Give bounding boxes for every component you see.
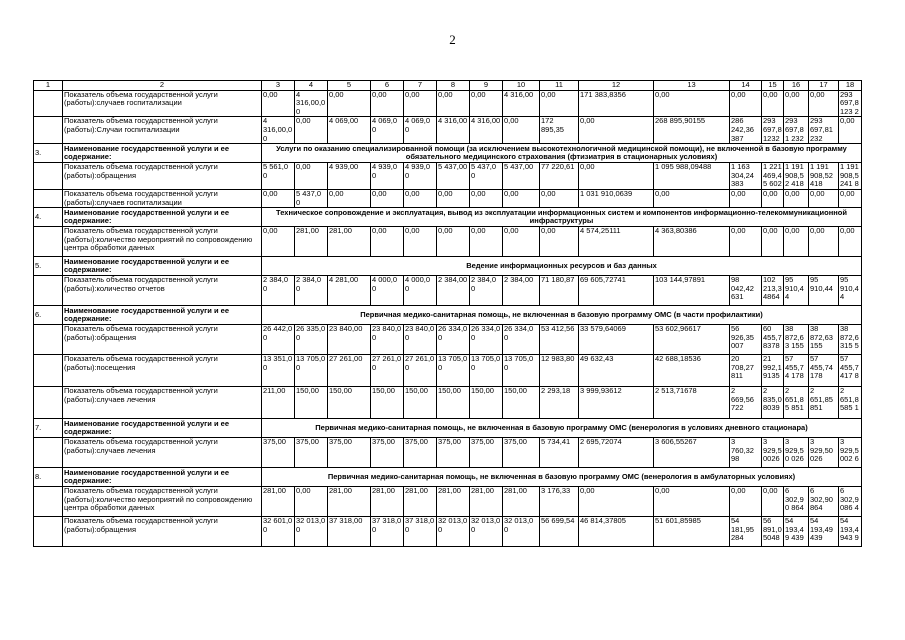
section-row [34,419,862,438]
column-number: 15 [762,81,784,91]
value-cell: 2 651,8585 1 [839,387,862,419]
indicator-name: Показатель объема государственной услуги (работы):случаев лечения [63,438,262,468]
value-cell: 32 013,0 0 [295,517,328,547]
indicator-name: Показатель объема государственной услуги (работы):посещения [63,355,262,387]
value-cell: 2 384,0 0 [262,276,295,306]
table-row [34,325,862,355]
row-number-cell [34,325,63,355]
page-number: 2 [449,32,456,47]
value-cell: 0,00 [404,227,437,257]
value-cell: 0,00 [470,189,503,207]
value-cell: 4 574,25111 [579,227,654,257]
value-cell: 0,00 [762,227,784,257]
table-row [34,355,862,387]
value-cell: 32 013,0 0 [470,517,503,547]
value-cell: 375,00 [262,438,295,468]
value-cell: 1 191 908,52 418 [809,163,839,190]
value-cell: 0,00 [730,487,762,517]
column-number: 3 [262,81,295,91]
value-cell: 0,00 [762,189,784,207]
value-cell: 54 181,95 284 [730,517,762,547]
value-cell: 0,00 [503,227,540,257]
value-cell: 4 000,0 0 [371,276,404,306]
value-cell: 0,00 [654,487,730,517]
value-cell: 0,00 [654,189,730,207]
value-cell: 2 651,85 851 [784,387,809,419]
value-cell: 0,00 [579,117,654,144]
value-cell: 37 318,00 [328,517,371,547]
value-cell: 150,00 [503,387,540,419]
column-number: 2 [63,81,262,91]
value-cell: 12 983,80 [540,355,579,387]
table-row [34,117,862,144]
value-cell: 281,00 [371,487,404,517]
value-cell: 150,00 [295,387,328,419]
table-row [34,487,862,517]
value-cell: 3 929,5002 6 [839,438,862,468]
value-cell: 4 000,0 0 [404,276,437,306]
indicator-name: Показатель объема государственной услуги (работы):обращения [63,325,262,355]
row-number-cell [34,487,63,517]
report-table [33,80,862,547]
value-cell: 293 697,8 1232 [763,116,782,143]
value-cell: 0,00 [470,227,503,257]
value-cell: 0,00 [262,189,295,207]
table-row [34,227,862,257]
value-cell: 281,00 [328,227,371,257]
value-cell: 38 872,6315 5 [839,325,862,355]
row-number-cell [34,163,63,190]
value-cell: 150,00 [470,387,503,419]
value-cell: 57 455,74 178 [784,355,809,387]
value-cell: 56 926,35 007 [730,325,762,355]
indicator-name: Показатель объема государственной услуги (работы):количество мероприятий по сопровождению центра обработки данных [63,227,262,257]
value-cell: 0,00 [839,189,862,207]
value-cell: 71 180,87 [540,276,579,306]
value-cell: 4 281,00 [328,276,371,306]
row-number-cell [34,517,63,547]
value-cell: 13 705,0 0 [470,355,503,387]
value-cell: 0,00 [503,189,540,207]
value-cell: 60 455,7 8378 [762,325,784,355]
value-cell: 0,00 [579,487,654,517]
value-cell: 281,00 [470,487,503,517]
column-number: 7 [404,81,437,91]
column-number: 5 [328,81,371,91]
row-number-cell [34,90,63,117]
section-title: Услуги по оказанию специализированной помощи (за исключением высокотехнологичной медицинской помощи), не включенной в базовую программу обязательного медицинского страхования (фтизиатрия в стационарных условиях) [262,144,862,163]
table-row [34,189,862,207]
value-cell: 375,00 [404,438,437,468]
value-cell: 293 697,81 232 [809,117,839,144]
value-cell: 4 316,00 [437,117,470,144]
value-cell: 0,00 [809,227,839,257]
row-number-cell [34,387,63,419]
table-row [34,163,862,190]
value-cell: 27 261,0 0 [371,355,404,387]
value-cell: 32 601,0 0 [262,517,295,547]
column-number: 18 [839,81,862,91]
value-cell: 26 335,0 0 [295,325,328,355]
value-cell: 54 193,49 439 [809,517,839,547]
value-cell: 51 601,85985 [654,517,730,547]
value-cell: 13 705,0 0 [295,355,328,387]
row-number-cell [34,189,63,207]
value-cell: 2 384,0 0 [470,276,503,306]
value-cell: 1 163 304,24 383 [730,163,762,190]
value-cell: 32 013,0 0 [503,517,540,547]
value-cell: 0,00 [437,189,470,207]
value-cell: 2 695,72074 [579,438,654,468]
row-number-cell [34,276,63,306]
value-cell: 26 442,0 0 [262,325,295,355]
value-cell: 375,00 [371,438,404,468]
value-cell: 0,00 [730,189,762,207]
value-cell: 26 334,0 0 [437,325,470,355]
row-number-cell [34,438,63,468]
column-number: 14 [730,81,762,91]
value-cell: 375,00 [470,438,503,468]
value-cell: 2 669,56 722 [730,387,762,419]
row-number-cell [34,227,63,257]
value-cell: 0,00 [654,90,730,117]
value-cell: 6 302,90 864 [784,487,809,517]
value-cell: 2 513,71678 [654,387,730,419]
column-number: 16 [784,81,809,91]
value-cell: 33 579,64069 [579,325,654,355]
table-row [34,276,862,306]
section-label: Наименование государственной услуги и ее содержание: [63,208,262,227]
value-cell: 42 688,18536 [654,355,730,387]
value-cell: 0,00 [437,90,470,117]
value-cell: 0,00 [730,90,762,117]
value-cell: 5 437,0 0 [295,189,328,207]
value-cell: 4 316,00 [503,90,540,117]
value-cell: 2 835,0 8039 [762,387,784,419]
value-cell: 13 705,0 0 [437,355,470,387]
indicator-name: Показатель объема государственной услуги (работы):случаев госпитализации [63,189,262,207]
value-cell: 0,00 [540,90,579,117]
value-cell: 172 895,35 [540,117,579,144]
value-cell: 32 013,0 0 [437,517,470,547]
value-cell: 57 455,74 178 [809,355,839,387]
value-cell: 3 929,50 026 [809,438,839,468]
value-cell: 286 242,36 387 [730,117,762,144]
column-number: 8 [437,81,470,91]
value-cell: 13 351,0 0 [262,355,295,387]
value-cell: 0,00 [371,189,404,207]
value-cell: 0,00 [503,117,540,144]
column-number: 10 [503,81,540,91]
value-cell: 2 293,18 [540,387,579,419]
value-cell: 23 840,0 0 [404,325,437,355]
value-cell: 4 069,00 [328,117,371,144]
indicator-name: Показатель объема государственной услуги (работы):случаев лечения [63,387,262,419]
value-cell: 150,00 [404,387,437,419]
value-cell: 6 302,90 864 [809,487,839,517]
value-cell: 150,00 [437,387,470,419]
table-row [34,387,862,419]
section-number: 7. [34,419,63,438]
section-title: Первичная медико-санитарная помощь, не включенная в базовую программу ОМС (в части профилактики) [262,306,862,325]
value-cell: 4 316,00,00 [262,117,295,144]
value-cell: 4 069,0 0 [404,117,437,144]
value-cell: 0,00 [404,189,437,207]
value-cell: 37 318,0 0 [404,517,437,547]
value-cell: 211,00 [262,387,295,419]
value-cell: 5 437,00 [437,163,470,190]
value-cell: 46 814,37805 [579,517,654,547]
value-cell: 0,00 [295,163,328,190]
value-cell: 69 605,72741 [579,276,654,306]
value-cell: 4 316,00,00 [295,90,328,117]
column-number: 1 [34,81,63,91]
value-cell: 2 651,85 851 [809,387,839,419]
value-cell: 1 031 910,0639 [579,189,654,207]
section-label: Наименование государственной услуги и ее содержание: [63,468,262,487]
section-row [34,144,862,163]
section-title: Первичная медико-санитарная помощь, не включенная в базовую программу ОМС (венерология в амбулаторных условиях) [262,468,862,487]
column-number: 11 [540,81,579,91]
value-cell: 0,00 [404,90,437,117]
indicator-name: Показатель объема государственной услуги (работы):количество отчетов [63,276,262,306]
table-row [34,438,862,468]
value-cell: 1 095 988,09488 [654,163,730,190]
value-cell: 77 220,61 [540,163,579,190]
value-cell: 98 042,42 631 [730,276,762,306]
section-row [34,208,862,227]
column-number: 6 [371,81,404,91]
value-cell: 0,00 [262,227,295,257]
section-number: 4. [34,208,63,227]
section-label: Наименование государственной услуги и ее содержание: [63,144,262,163]
column-number: 13 [654,81,730,91]
value-cell: 3 999,93612 [579,387,654,419]
indicator-name: Показатель объема государственной услуги (работы):обращения [63,517,262,547]
value-cell: 0,00 [328,90,371,117]
value-cell: 0,00 [730,227,762,257]
value-cell: 281,00 [503,487,540,517]
value-cell: 0,00 [295,117,328,144]
value-cell: 27 261,0 0 [404,355,437,387]
indicator-name: Показатель объема государственной услуги (работы):количество мероприятий по сопровождению центра обработки данных [63,487,262,517]
value-cell: 57 455,7417 8 [839,355,862,387]
value-cell: 27 261,00 [328,355,371,387]
value-cell: 375,00 [437,438,470,468]
section-title: Первичная медико-санитарная помощь, не включенная в базовую программу ОМС (венерология в условиях дневного стационара) [262,419,862,438]
section-label: Наименование государственной услуги и ее содержание: [63,306,262,325]
value-cell: 20 708,27 811 [730,355,762,387]
value-cell: 293 697,81 232 [784,117,809,144]
section-number: 3. [34,144,63,163]
value-cell: 102 213,3 4864 [762,276,784,306]
value-cell: 281,00 [328,487,371,517]
value-cell: 5 437,00 [503,163,540,190]
value-cell: 375,00 [295,438,328,468]
value-cell: 5 437,0 0 [470,163,503,190]
section-number: 6. [34,306,63,325]
value-cell: 23 840,0 0 [371,325,404,355]
value-cell: 103 144,97891 [654,276,730,306]
value-cell: 54 193,4943 9 [839,517,862,547]
value-cell: 0,00 [540,189,579,207]
value-cell: 0,00 [839,117,862,144]
column-number: 17 [809,81,839,91]
value-cell: 4 939,00 [328,163,371,190]
value-cell: 293 697,8123 2 [839,90,862,117]
section-row [34,306,862,325]
value-cell: 54 193,49 439 [784,517,809,547]
value-cell: 95 910,44 [784,276,809,306]
section-number: 5. [34,257,63,276]
value-cell: 0,00 [470,90,503,117]
value-cell: 0,00 [839,227,862,257]
section-title: Техническое сопровождение и эксплуатация, вывод из эксплуатации информационных систем и компонентов информационно-телекоммуникационной инфраструктуры [262,208,862,227]
value-cell: 0,00 [762,90,784,117]
table-row [34,90,862,117]
value-cell: 0,00 [784,90,809,117]
value-cell: 23 840,00 [328,325,371,355]
value-cell: 375,00 [328,438,371,468]
indicator-name: Показатель объема государственной услуги (работы):Случаи госпитализации [63,117,262,144]
value-cell: 0,00 [295,487,328,517]
column-number: 9 [470,81,503,91]
value-cell: 150,00 [371,387,404,419]
table-row [34,517,862,547]
value-cell: 49 632,43 [579,355,654,387]
value-cell: 37 318,0 0 [371,517,404,547]
value-cell: 2 384,00 [437,276,470,306]
value-cell: 4 069,0 0 [371,117,404,144]
section-number: 8. [34,468,63,487]
value-cell: 0,00 [262,90,295,117]
value-cell: 281,00 [262,487,295,517]
indicator-name: Показатель объема государственной услуги (работы):обращения [63,163,262,190]
value-cell: 21 992,1 9135 [762,355,784,387]
value-cell: 5 734,41 [540,438,579,468]
value-cell: 268 895,90155 [654,117,730,144]
value-cell: 0,00 [784,189,809,207]
value-cell: 4 939,0 0 [404,163,437,190]
value-cell: 281,00 [295,227,328,257]
value-cell: 0,00 [809,189,839,207]
value-cell: 56 699,54 [540,517,579,547]
value-cell: 150,00 [328,387,371,419]
value-cell: 5 561,0 0 [262,163,295,190]
section-row [34,468,862,487]
value-cell: 3 929,5 0026 [762,438,784,468]
value-cell: 0,00 [371,90,404,117]
value-cell: 38 872,63 155 [809,325,839,355]
value-cell: 26 334,0 0 [470,325,503,355]
value-cell: 3 176,33 [540,487,579,517]
value-cell: 4 363,80386 [654,227,730,257]
value-cell: 1 221 469,45 602 [763,162,782,189]
section-label: Наименование государственной услуги и ее содержание: [63,419,262,438]
value-cell: 0,00 [809,90,839,117]
value-cell: 0,00 [762,487,784,517]
row-number-cell [34,117,63,144]
value-cell: 56 891,0 5048 [762,517,784,547]
row-number-cell [34,355,63,387]
value-cell: 0,00 [784,227,809,257]
value-cell: 375,00 [503,438,540,468]
value-cell: 3 606,55267 [654,438,730,468]
value-cell: 1 191 908,5241 8 [839,163,862,190]
value-cell: 6 302,9086 4 [839,487,862,517]
value-cell: 0,00 [371,227,404,257]
section-title: Ведение информационных ресурсов и баз данных [262,257,862,276]
value-cell: 38 872,63 155 [784,325,809,355]
value-cell: 0,00 [328,189,371,207]
value-cell: 53 602,96617 [654,325,730,355]
value-cell: 3 929,50 026 [784,438,809,468]
value-cell: 13 705,0 0 [503,355,540,387]
indicator-name: Показатель объема государственной услуги (работы):случаев госпитализации [63,90,262,117]
column-number: 12 [579,81,654,91]
section-label: Наименование государственной услуги и ее содержание: [63,257,262,276]
value-cell: 2 384,00 [503,276,540,306]
value-cell: 95 910,44 [809,276,839,306]
value-cell: 2 384,0 0 [295,276,328,306]
value-cell: 26 334,0 0 [503,325,540,355]
value-cell: 1 191 908,52 418 [784,163,809,190]
value-cell: 0,00 [579,163,654,190]
value-cell: 4 316,00 [470,117,503,144]
value-cell: 0,00 [540,227,579,257]
column-number-row [34,81,862,91]
column-number: 4 [295,81,328,91]
value-cell: 53 412,56 [540,325,579,355]
value-cell: 4 939,0 0 [371,163,404,190]
section-row [34,257,862,276]
value-cell: 3 760,32 98 [730,438,762,468]
value-cell: 0,00 [437,227,470,257]
value-cell: 281,00 [404,487,437,517]
value-cell: 171 383,8356 [579,90,654,117]
value-cell: 281,00 [437,487,470,517]
value-cell: 95 910,44 [839,276,862,306]
